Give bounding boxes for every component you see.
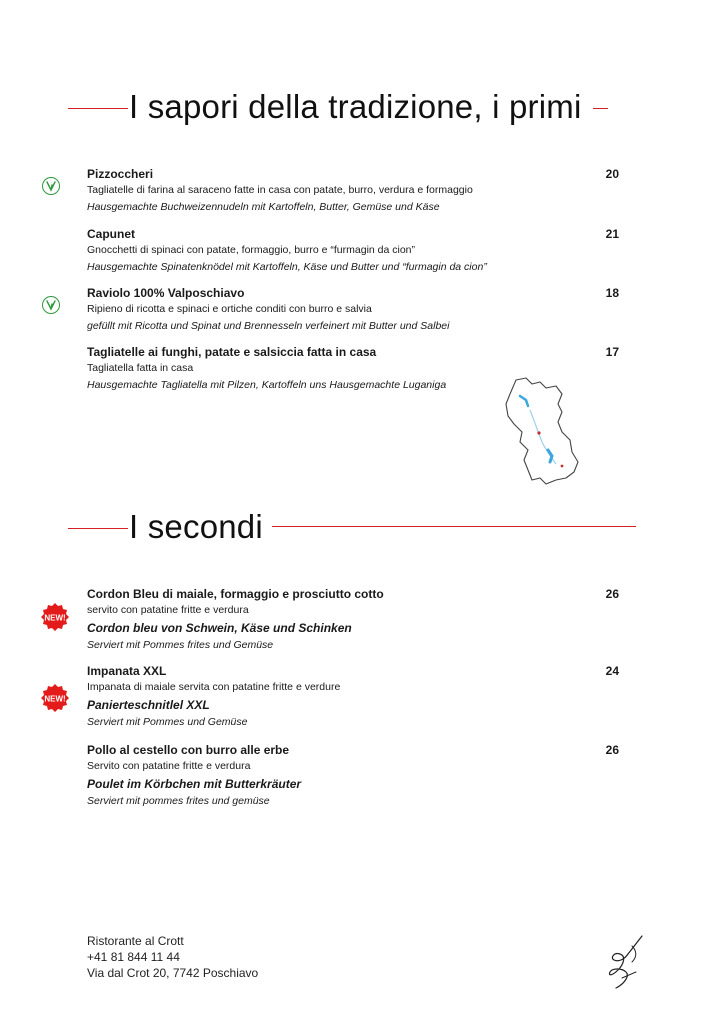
menu-item (87, 285, 627, 335)
item-name-de: Poulet im Körbchen mit Butterkräuter (87, 777, 302, 791)
restaurant-address: Via dal Crot 20, 7742 Poschiavo (87, 966, 259, 980)
section-title: I sapori della tradizione, i primi (129, 88, 582, 125)
item-description-de: Hausgemachte Spinatenknödel mit Kartoffeln, Käse und Butter und “furmagin da cion” (87, 261, 487, 273)
item-price: 26 (605, 743, 619, 757)
item-name: Pizzoccheri (87, 167, 154, 181)
heading-rule-left (68, 528, 128, 529)
menu-item (87, 586, 627, 654)
item-price: 20 (605, 167, 619, 181)
item-price: 17 (605, 345, 619, 359)
item-description-it: Gnocchetti di spinaci con patate, formaggio, burro e “furmagin da cion” (87, 244, 416, 256)
new-badge-icon (40, 683, 70, 713)
item-description-de: Hausgemachte Buchweizennudeln mit Kartoffeln, Butter, Gemüse und Käse (87, 201, 440, 213)
new-badge-label: NEW! (44, 613, 66, 623)
item-name: Impanata XXL (87, 664, 167, 678)
heading-rule-left (68, 108, 128, 109)
heading-rule-right (272, 526, 636, 527)
valposchiavo-map-icon (500, 376, 582, 488)
new-badge-icon (40, 602, 70, 632)
menu-item (87, 226, 627, 276)
section-heading-primi (0, 85, 724, 135)
item-description-de: Hausgemachte Tagliatella mit Pilzen, Kartoffeln uns Hausgemachte Luganiga (87, 379, 447, 391)
section-title: I secondi (129, 508, 263, 545)
item-description-it: Servito con patatine fritte e verdura (87, 760, 251, 772)
item-description-it: Ripieno di ricotta e spinaci e ortiche conditi con burro e salvia (87, 303, 372, 315)
item-description-it: Tagliatella fatta in casa (87, 362, 194, 374)
item-name-de: Panierteschnitlel XXL (87, 698, 210, 712)
menu-item (87, 663, 627, 731)
vegetarian-icon (42, 177, 60, 195)
item-name: Capunet (87, 227, 135, 241)
item-description-it: Tagliatelle di farina al saraceno fatte in casa con patate, burro, verdura e formaggio (87, 184, 473, 196)
item-name: Tagliatelle ai funghi, patate e salsiccia fatta in casa (87, 345, 377, 359)
item-description-de: Serviert mit Pommes frites und Gemüse (87, 639, 274, 651)
restaurant-contact (87, 933, 258, 981)
item-description-de: Serviert mit Pommes und Gemüse (87, 716, 248, 728)
item-price: 26 (605, 587, 619, 601)
restaurant-name: Ristorante al Crott (87, 934, 184, 948)
menu-item (87, 166, 627, 216)
item-price: 18 (605, 286, 619, 300)
item-description-it: servito con patatine fritte e verdura (87, 604, 249, 616)
item-description-de: Serviert mit pommes frites und gemüse (87, 795, 270, 807)
heading-rule-right (593, 108, 608, 109)
signature-icon (602, 932, 648, 992)
item-description-it: Impanata di maiale servita con patatine fritte e verdure (87, 681, 341, 693)
new-badge-label: NEW! (44, 694, 66, 704)
item-price: 21 (605, 227, 619, 241)
section-heading-secondi (0, 505, 724, 555)
item-description-de: gefüllt mit Ricotta und Spinat und Brennesseln verfeinert mit Butter und Salbei (87, 320, 450, 332)
item-name: Raviolo 100% Valposchiavo (87, 286, 245, 300)
vegetarian-icon (42, 296, 60, 314)
restaurant-phone: +41 81 844 11 44 (87, 950, 180, 964)
item-price: 24 (605, 664, 619, 678)
menu-item (87, 742, 627, 810)
item-name-de: Cordon bleu von Schwein, Käse und Schinken (87, 621, 352, 635)
item-name: Cordon Bleu di maiale, formaggio e prosciutto cotto (87, 587, 384, 601)
item-name: Pollo al cestello con burro alle erbe (87, 743, 290, 757)
